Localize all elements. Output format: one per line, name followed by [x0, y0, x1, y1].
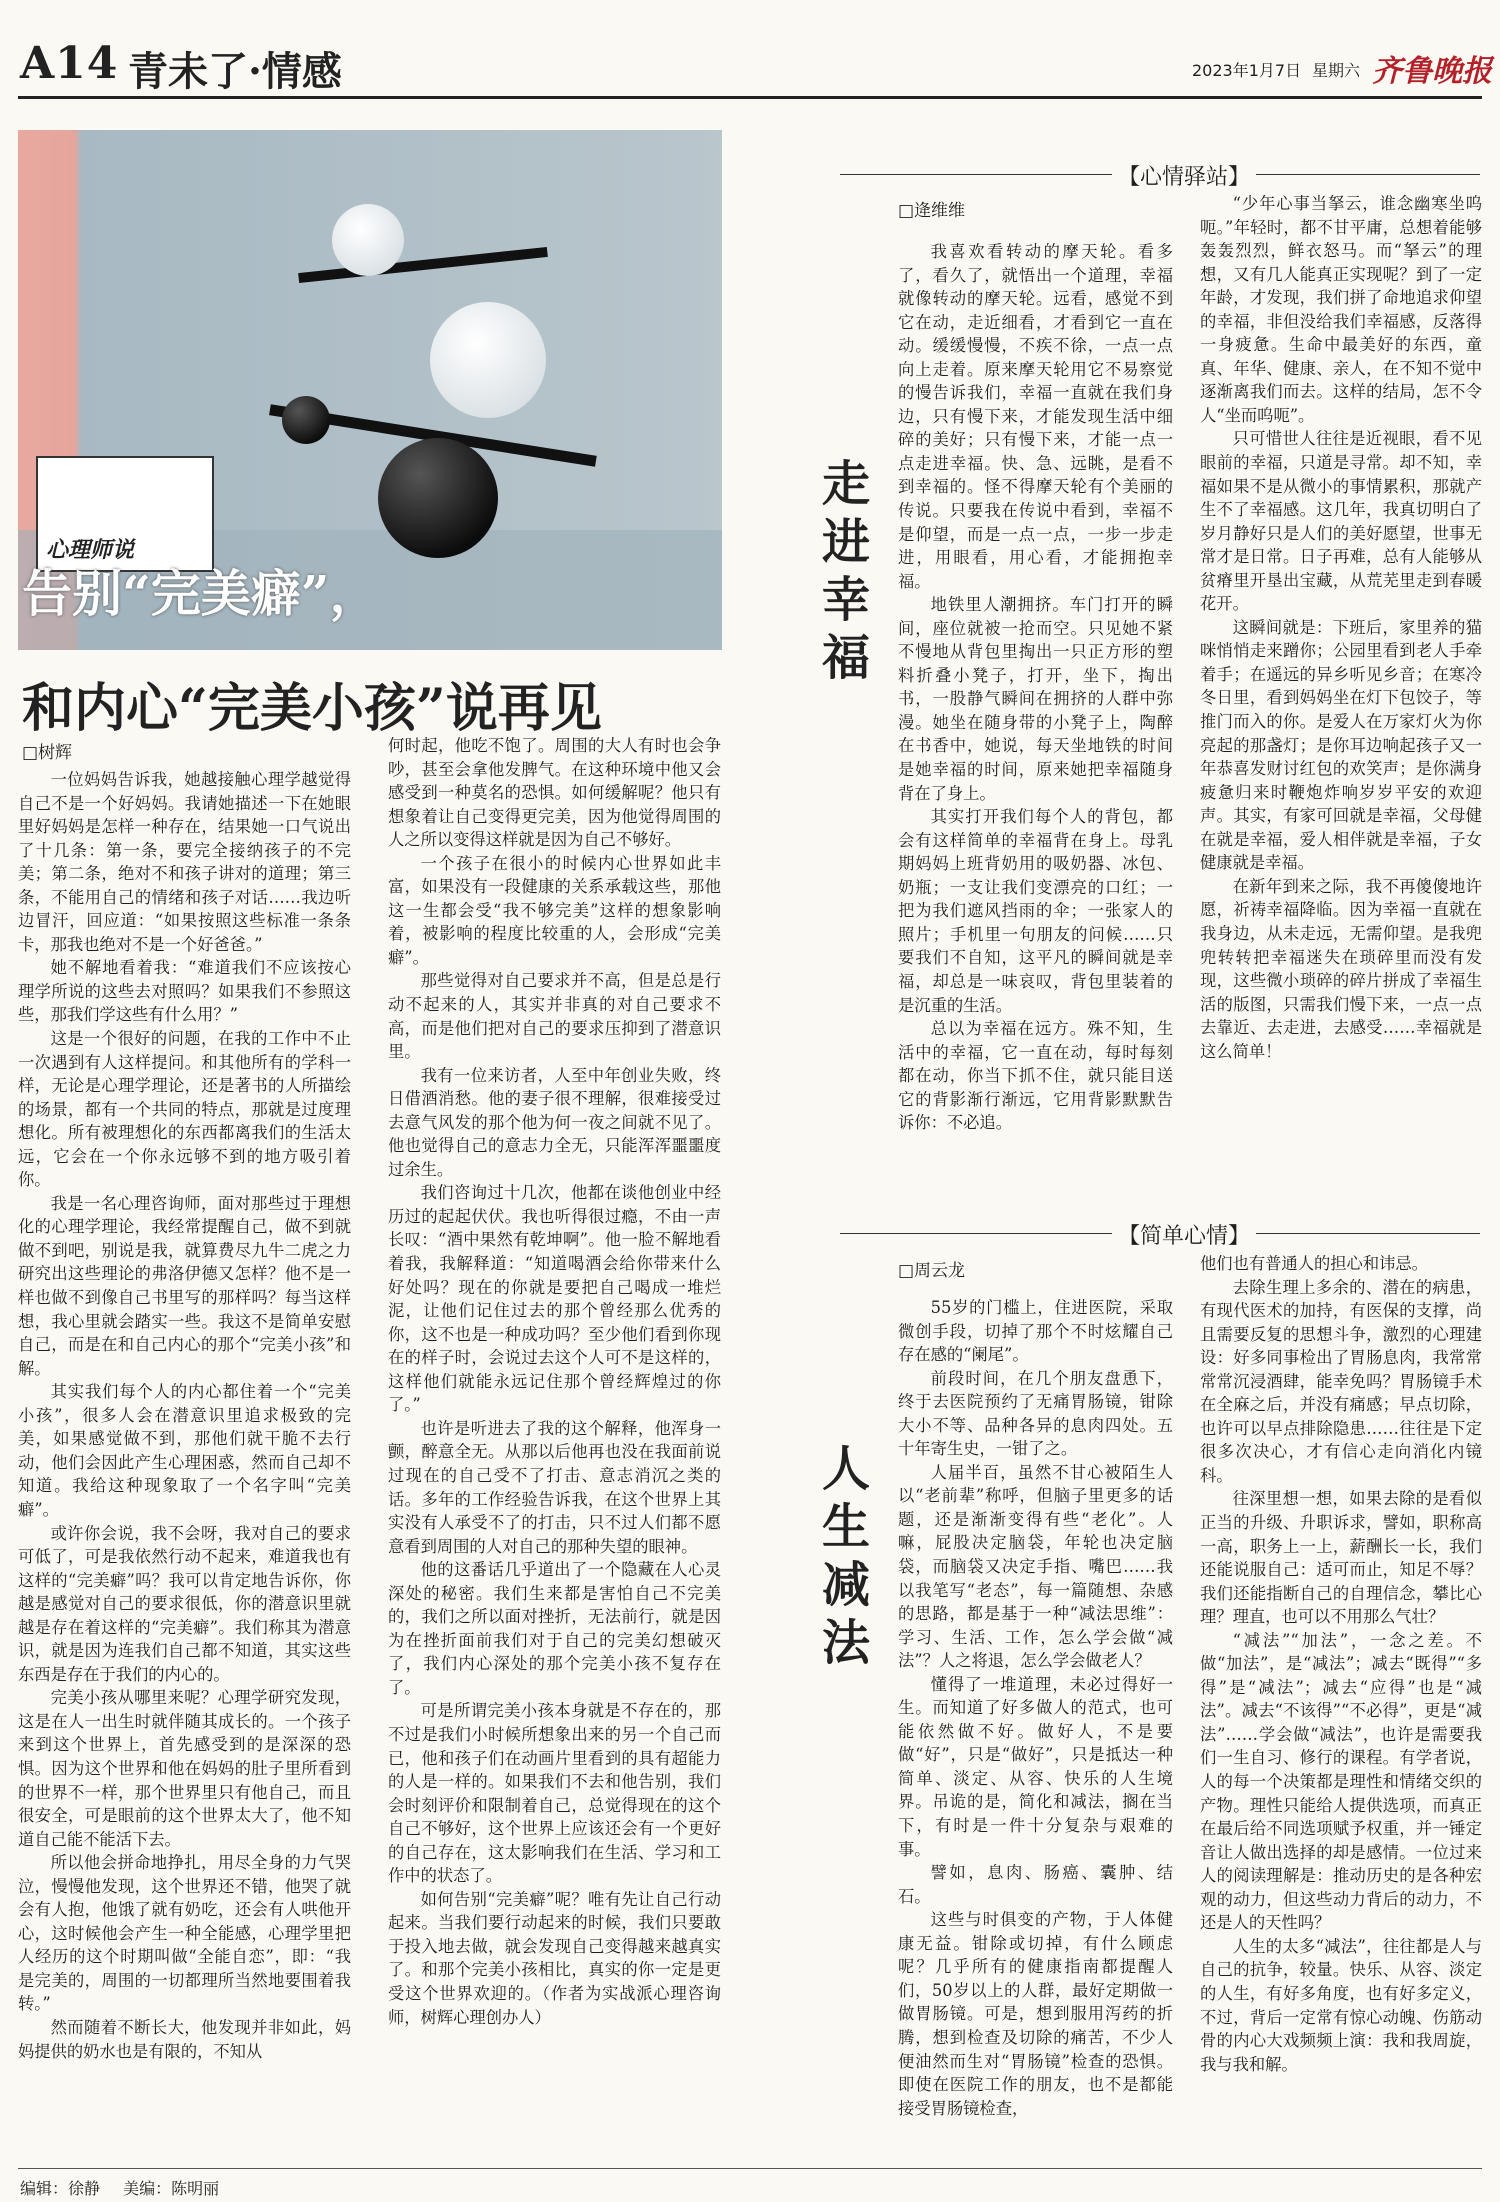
- footer-rule: [18, 2168, 1482, 2169]
- designer-credit: 美编：陈明丽: [123, 2179, 220, 2198]
- paragraph: 完美小孩从哪里来呢？心理学研究发现，这是在人一出生时就伴随其成长的。一个孩子来到这个世界上，首先感受到的是深深的恐惧。因为这个世界和他在妈妈的肚子里所看到的世界不一样，那个世界里只有他自己，而且很安全，可是眼前的这个世界太大了，他不知道自己能不能活下去。: [18, 1688, 351, 1849]
- paragraph: 如何告别“完美癖”呢？唯有先让自己行动起来。当我们要行动起来的时候，我们只要敢于投入地去做，就会发现自己变得越来越真实了。和那个完美小孩相比，真实的你一定是更受这个世界欢迎的。（作者为实战派心理咨询师，树辉心理创办人）: [388, 1889, 721, 2027]
- happiness-byline: □逄维维: [898, 201, 966, 221]
- paragraph: 其实打开我们每个人的背包，都会有这样简单的幸福背在身上。母乳期妈妈上班背奶用的吸奶器、冰包、奶瓶；一支让我们变漂亮的口红；一把为我们遮风挡雨的伞；一张家人的照片；手机里一句朋友的问候……只要我们不自知，这平凡的瞬间就是幸福，却总是一味哀叹，背包里装着的是沉重的生活。: [898, 807, 1173, 1015]
- headline-line1: 告别“完美癖”，: [22, 564, 380, 623]
- paragraph: 也许是听进去了我的这个解释，他浑身一颤，醉意全无。从那以后他再也没在我面前说过现在的自己受不了打击、意志消沉之类的话。多年的工作经验告诉我，在这个世界上其实没有人承受不了的打击，只不过人们都不愿意看到周围的人对自己的那种失望的眼神。: [388, 1418, 721, 1556]
- section-title: 青未了·情感: [128, 48, 342, 95]
- paragraph: 所以他会拼命地挣扎，用尽全身的力气哭泣，慢慢他发现，这个世界还不错，他哭了就会有人抱，他饿了就有奶吃，还会有人哄他开心，这时候他会产生一种全能感，心理学里把人经历的这个时期叫做“全能自恋”，即：“我是完美的，周围的一切都理所当然地要围着我转。”: [18, 1853, 351, 2014]
- paragraph: 总以为幸福在远方。殊不知，生活中的幸福，它一直在动，每时每刻都在动，你当下抓不住，就只能目送它的背影渐行渐远，它用背影默默告诉你：不必追。: [898, 1019, 1173, 1133]
- paragraph: 只可惜世人往往是近视眼，看不见眼前的幸福，只道是寻常。却不知，幸福如果不是从微小的事情累积，那就产生不了幸福感。这几年，我真切明白了岁月静好只是人们的美好愿望，世事无常才是日常。日子再难，总有人能够从贫瘠里开垦出宝藏，从荒芜里走到春暖花开。: [1200, 429, 1482, 614]
- paragraph: 懂得了一堆道理，未必过得好一生。而知道了好多做人的范式，也可能依然做不好。做好人，不是要做“好”，只是“做好”，只是抵达一种简单、淡定、从容、快乐的人生境界。吊诡的是，简化和减法，搁在当下，有时是一件十分复杂与艰难的事。: [898, 1674, 1173, 1859]
- paragraph: 或许你会说，我不会呀，我对自己的要求可低了，可是我依然行动不起来，难道我也有这样的“完美癖”吗？我可以肯定地告诉你，你越是感觉对自己的要求很低，你的潜意识里就越是存在着这样的“完美癖”。我们称其为潜意识，就是因为连我们自己都不知道，其实这些东西是存在于我们的内心的。: [18, 1523, 351, 1684]
- paragraph: 55岁的门槛上，住进医院，采取微创手段，切掉了那个不时炫耀自己存在感的“阑尾”。: [898, 1298, 1173, 1365]
- paragraph: 我喜欢看转动的摩天轮。看多了，看久了，就悟出一个道理，幸福就像转动的摩天轮。远看，感觉不到它在动，走近细看，才看到它一直在动。缓缓慢慢，不疾不徐，一点一点向上走着。原来摩天轮用它不易察觉的慢告诉我们，幸福一直就在我们身边，只有慢下来，才能发现生活中细碎的美好；只有慢下来，才能一点一点走进幸福。快、急、远眺，是看不到幸福的。怪不得摩天轮有个美丽的传说。只要我在传说中看到，幸福不是仰望，而是一点一点，一步一步走进，用眼看，用心看，才能拥抱幸福。: [898, 242, 1173, 591]
- subtract-byline: □周云龙: [898, 1261, 966, 1281]
- page-credits: [20, 2176, 219, 2199]
- paragraph: 人生的太多“减法”，往往都是人与自己的抗争，较量。快乐、从容、淡定的人生，有好多角度，也有好多定义，不过，背后一定常有惊心动魄、伤筋动骨的内心大戏频频上演：我和我周旋，我与我和解。: [1200, 1936, 1482, 2074]
- paper-logo: 齐鲁晚报: [1372, 54, 1492, 89]
- paragraph: 我是一名心理咨询师，面对那些过于理想化的心理学理论，我经常提醒自己，做不到就做不到吧，别说是我，就算费尽九牛二虎之力研究出这些理论的弗洛伊德又怎样？他不是一样也做不到像自己书里写的那样吗？每当这样想，我心里就会踏实一些。我这不是简单安慰自己，而是在和自己内心的那个“完美小孩”和解。: [18, 1193, 351, 1378]
- happiness-col2: [1200, 192, 1482, 1158]
- paragraph: 在新年到来之际，我不再傻傻地许愿，祈祷幸福降临。因为幸福一直就在我身边，从未走远，无需仰望。是我兜兜转转把幸福迷失在琐碎里而没有发现，这些微小琐碎的碎片拼成了幸福生活的版图，只需我们慢下来，一点一点去靠近、去走进，去感受……幸福就是这么简单！: [1200, 876, 1482, 1061]
- subtract-col2: [1200, 1252, 1482, 2160]
- paragraph: 这是一个很好的问题，在我的工作中不止一次遇到有人这样提问。和其他所有的学科一样，无论是心理学理论，还是著书的人所描绘的场景，都有一个共同的特点，那就是过度理想化。所有被理想化的东西都离我们的生活太远，它会在一个你永远够不到的地方吸引着你。: [18, 1029, 351, 1190]
- paragraph: 地铁里人潮拥挤。车门打开的瞬间，座位就被一抢而空。只见她不紧不慢地从背包里掏出一只正方形的塑料折叠小凳子，打开，坐下，掏出书，一股静气瞬间在拥挤的人群中弥漫。她坐在随身带的小凳子上，陶醉在书香中，她说，每天坐地铁的时间是她幸福的时间，原来她把幸福随身背在了身上。: [898, 595, 1173, 803]
- editor-credit: 编辑：徐静: [20, 2179, 101, 2198]
- paragraph: 一个孩子在很小的时候内心世界如此丰富，如果没有一段健康的关系承载这些，那他这一生都会受“我不够完美”这样的想象影响着，被影响的程度比较重的人，会形成“完美癖”。: [388, 853, 721, 967]
- paragraph: 我们咨询过十几次，他都在谈他创业中经历过的起起伏伏。我也听得很过瘾，不由一声长叹：“酒中果然有乾坤啊”。他一脸不解地看着我，我解释道：“知道喝酒会给你带来什么好处吗？现在的你就是要把自己喝成一堆烂泥，让他们记住过去的那个曾经那么优秀的你，这不也是一种成功吗？至少他们看到你现在的样子时，会说过去这个人可不是这样的，这样他们就能永远记住那个曾经辉煌过的你了。”: [388, 1183, 721, 1415]
- paragraph: 一位妈妈告诉我，她越接触心理学越觉得自己不是一个好妈妈。我请她描述一下在她眼里好妈妈是怎样一种存在，结果她一口气说出了十几条：第一条，要完全接纳孩子的不完美；第二条，绝对不和孩子讲对的道理；第三条，不能用自己的情绪和孩子对话……我边听边冒汗，回应道：“如果按照这些标准一条条卡，那我也绝对不是一个好爸爸。”: [18, 770, 351, 954]
- subtract-section-label: 【简单心情】: [1112, 1219, 1256, 1250]
- paragraph: 她不解地看着我：“难道我们不应该按心理学所说的这些去对照吗？如果我们不参照这些，那我们学这些有什么用？”: [18, 958, 351, 1025]
- paragraph: “少年心事当拏云，谁念幽寒坐呜呃。”年轻时，都不甘平庸，总想着能够轰轰烈烈，鲜衣怒马。而“拏云”的理想，又有几人能真正实现呢？到了一定年龄，才发现，我们拼了命地追求仰望的幸福，非但没给我们幸福感，反落得一身疲惫。生命中最美好的东西，童真、年华、健康、亲人，在不知不觉中逐渐离我们而去。这样的结局，怎不令人“坐而呜呃”。: [1200, 194, 1482, 425]
- happiness-col1: [898, 240, 1173, 1158]
- paragraph: “减法”“加法”，一念之差。不做“加法”，是“减法”；减去“既得”“多得”是“减法”；减去“应得”也是“减法”。减去“不该得”“不必得”，更是“减法”……学会做“减法”，也许是需要我们一生自习、修行的课程。有学者说，人的每一个决策都是理性和情绪交织的产物。理性只能给人提供选项，而真正在最后给不同选项赋予权重，并一锤定音让人做出选择的却是感情。一位过来人的阅读理解是：推动历史的是各种宏观的动力，但这些动力背后的动力，不还是人的天性吗？: [1200, 1630, 1482, 1933]
- headline-line2: 和内心“完美小孩”说再见: [22, 678, 602, 739]
- page-number: A14: [20, 38, 119, 89]
- main-article-col1: [18, 768, 351, 2160]
- paragraph: 我有一位来访者，人至中年创业失败，终日借酒消愁。他的妻子很不理解，很难接受过去意气风发的那个他为何一夜之间就不见了。他也觉得自己的意志力全无，只能浑浑噩噩度过余生。: [388, 1065, 721, 1179]
- happiness-title: 走进幸福: [821, 456, 870, 686]
- paragraph: 譬如，息肉、肠癌、囊肿、结石。: [898, 1863, 1173, 1906]
- subtract-title: 人生减法: [821, 1441, 870, 1671]
- paragraph: 他们也有普通人的担心和讳忌。: [1200, 1254, 1428, 1273]
- paragraph: 其实我们每个人的内心都住着一个“完美小孩”，很多人会在潜意识里追求极致的完美，如果感觉做不到，那他们就干脆不去行动，他们会因此产生心理困惑，然而自己却不知道。我给这种现象取了一个名字叫“完美癖”。: [18, 1382, 351, 1519]
- main-article-col2: [388, 734, 721, 2160]
- issue-date: 2023年1月7日: [1192, 61, 1302, 80]
- main-byline: □树辉: [22, 743, 73, 763]
- paragraph: 他的这番话几乎道出了一个隐藏在人心灵深处的秘密。我们生来都是害怕自己不完美的，我们之所以面对挫折，无法前行，就是因为在挫折面前我们对于自己的完美幻想破灭了，我们内心深处的那个完美小孩不复存在了。: [388, 1560, 721, 1697]
- paragraph: 然而随着不断长大，他发现并非如此，妈妈提供的奶水也是有限的，不知从: [18, 2017, 351, 2061]
- paragraph: 何时起，他吃不饱了。周围的大人有时也会争吵，甚至会拿他发脾气。在这种环境中他又会感受到一种莫名的恐惧。如何缓解呢？他只有想象着让自己变得更完美，因为他觉得周围的人之所以变得这样就是因为自己不够好。: [388, 736, 721, 850]
- badge-label: 心理师说: [46, 537, 135, 563]
- paragraph: 前段时间，在几个朋友盘恿下，终于去医院预约了无痛胃肠镜，钳除大小不等、品种各异的息肉四处。五十年寄生史，一钳了之。: [898, 1368, 1173, 1459]
- paragraph: 去除生理上多余的、潜在的病患，有现代医术的加持，有医保的支撑，尚且需要反复的思想斗争，激烈的心理建设：好多同事检出了胃肠息肉，我常常常常沉浸酒肆，能幸免吗？胃肠镜手术在全麻之后，并没有痛感；早点切除，也许可以早点排除隐患……往往是下定很多次决心，才有信心走向消化内镜科。: [1200, 1277, 1482, 1485]
- paragraph: 这些与时俱变的产物，于人体健康无益。钳除或切掉，有什么顾虑呢？几乎所有的健康指南都提醒人们，50岁以上的人群，最好定期做一做胃肠镜。可是，想到服用泻药的折腾，想到检查及切除的痛苦，不少人便油然而生对“胃肠镜”检查的恐惧。即使在医院工作的朋友，也不是都能接受胃肠镜检查，: [898, 1910, 1173, 2118]
- masthead-rule: [18, 96, 1482, 99]
- paragraph: 那些觉得对自己要求并不高，但是总是行动不起来的人，其实并非真的对自己要求不高，而是他们把对自己的要求压抑到了潜意识里。: [388, 971, 721, 1062]
- paragraph: 往深里想一想，如果去除的是看似正当的升级、升职诉求，譬如，职称高一高，职务上一上，薪酬长一长，我们还能说服自己：适可而止，知足不辱？我们还能指断自己的自理信念，攀比心理？理直，也可以不用那么气壮？: [1200, 1489, 1482, 1627]
- subtract-col1: [898, 1296, 1173, 2160]
- paragraph: 这瞬间就是：下班后，家里养的猫咪悄悄走来蹭你；公园里看到老人手牵着手；在遥远的异乡听见乡音；在寒冷冬日里，看到妈妈坐在灯下包饺子，等推门而入的你。是爱人在万家灯火为你亮起的那盏灯；是你耳边响起孩子又一年恭喜发财讨红包的欢笑声；是你满身疲惫归来时鞭炮炸响岁岁平安的欢迎声。其实，有家可回就是幸福，父母健在就是幸福，爱人相伴就是幸福，子女健康就是幸福。: [1200, 617, 1482, 873]
- issue-weekday: 星期六: [1312, 61, 1361, 80]
- happiness-section-label: 【心情驿站】: [1112, 160, 1256, 191]
- paragraph: 可是所谓完美小孩本身就是不存在的，那不过是我们小时候所想象出来的另一个自己而已，他和孩子们在动画片里看到的具有超能力的人是一样的。如果我们不去和他告别，我们会时刻评价和限制着自己，总觉得现在的这个自己不够好，这个世界上应该还会有一个更好的自己存在，这太影响我们在生活、学习和工作中的状态了。: [388, 1701, 721, 1886]
- paragraph: 人届半百，虽然不甘心被陌生人以“老前辈”称呼，但脑子里更多的话题，还是渐渐变得有些“老化”。人嘛，屁股决定脑袋，年轮也决定脑袋，而脑袋又决定手指、嘴巴……我以我笔写“老态”，每一篇随想、杂感的思路，都是基于一种“减法思维”：学习、生活、工作，怎么学会做“减法”？人之将退，怎么学会做老人？: [898, 1462, 1173, 1671]
